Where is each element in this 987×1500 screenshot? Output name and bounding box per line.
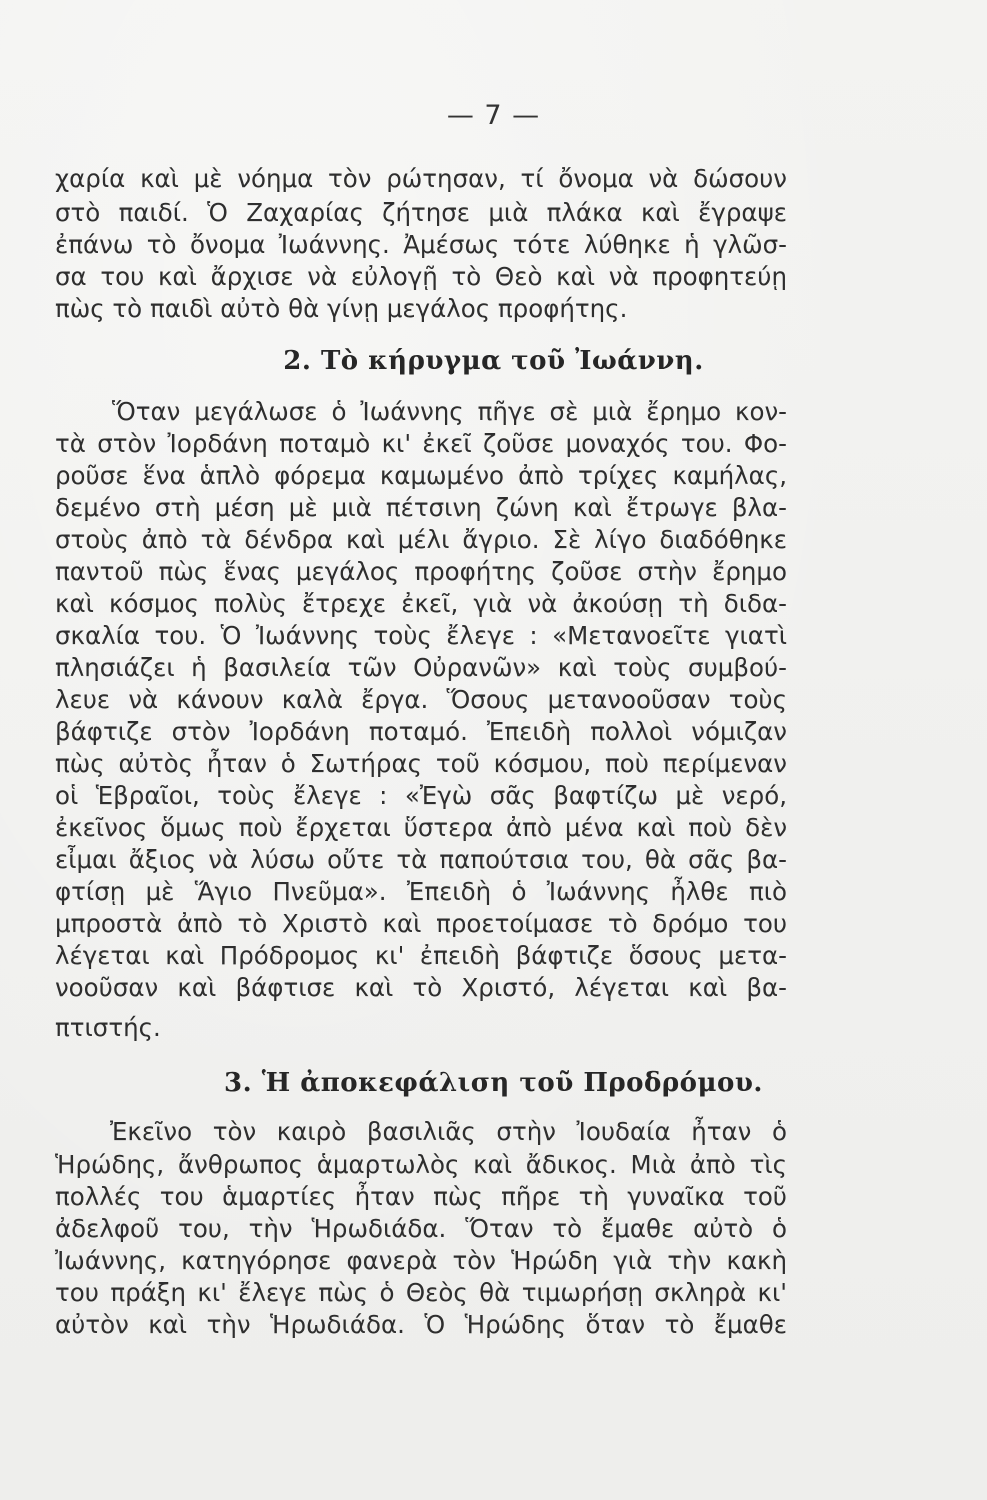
text-line: σκαλία του. Ὁ Ἰωάννης τοὺς ἔλεγε : «Μετανοεῖτε γιατὶ [55, 621, 787, 650]
section-heading: 3. Ἡ ἀποκεφάλιση τοῦ Προδρόμου. [224, 1068, 763, 1098]
text-line: αὐτὸν καὶ τὴν Ἡρωδιάδα. Ὁ Ἡρώδης ὅταν τὸ ἔμαθε [55, 1310, 787, 1339]
text-line: εἶμαι ἄξιος νὰ λύσω οὔτε τὰ παπούτσια του, θὰ σᾶς βα- [55, 845, 787, 874]
text-line: σα του καὶ ἄρχισε νὰ εὐλογῇ τὸ Θεὸ καὶ νὰ προφητεύῃ [55, 262, 787, 291]
text-line: στὸ παιδί. Ὁ Ζαχαρίας ζήτησε μιὰ πλάκα καὶ ἔγραψε [55, 198, 787, 227]
text-line: χαρία καὶ μὲ νόημα τὸν ρώτησαν, τί ὄνομα νὰ δώσουν [55, 164, 787, 193]
text-line: ἐκεῖνος ὅμως ποὺ ἔρχεται ὕστερα ἀπὸ μένα καὶ ποὺ δὲν [55, 813, 787, 842]
text-line: ἐπάνω τὸ ὄνομα Ἰωάννης. Ἀμέσως τότε λύθηκε ἡ γλῶσ- [55, 230, 787, 259]
section-heading: 2. Τὸ κήρυγμα τοῦ Ἰωάννη. [283, 346, 704, 376]
text-line: στοὺς ἀπὸ τὰ δένδρα καὶ μέλι ἄγριο. Σὲ λίγο διαδόθηκε [55, 525, 787, 554]
text-line: πολλές του ἁμαρτίες ἦταν πὼς πῆρε τὴ γυναῖκα τοῦ [55, 1182, 787, 1211]
page-number: — 7 — [446, 100, 541, 131]
text-line: παντοῦ πὼς ἕνας μεγάλος προφήτης ζοῦσε στὴν ἔρημο [55, 557, 787, 586]
text-line: δεμένο στὴ μέση μὲ μιὰ πέτσινη ζώνη καὶ ἔτρωγε βλα- [55, 493, 787, 522]
text-line: ἀδελφοῦ του, τὴν Ἡρωδιάδα. Ὅταν τὸ ἔμαθε αὐτὸ ὁ [55, 1214, 787, 1243]
text-line: Ἐκεῖνο τὸν καιρὸ βασιλιᾶς στὴν Ἰουδαία ἦταν ὁ [110, 1117, 787, 1146]
text-line: πὼς τὸ παιδὶ αὐτὸ θὰ γίνῃ μεγάλος προφήτης. [55, 294, 628, 323]
text-line: Ὅταν μεγάλωσε ὁ Ἰωάννης πῆγε σὲ μιὰ ἔρημο κον- [112, 397, 787, 426]
text-line: πὼς αὐτὸς ἦταν ὁ Σωτήρας τοῦ κόσμου, ποὺ περίμεναν [55, 749, 787, 778]
text-line: νοοῦσαν καὶ βάφτισε καὶ τὸ Χριστό, λέγεται καὶ βα- [55, 973, 787, 1002]
text-line: καὶ κόσμος πολὺς ἔτρεχε ἐκεῖ, γιὰ νὰ ἀκούσῃ τὴ διδα- [55, 589, 787, 618]
text-line: φτίσῃ μὲ Ἅγιο Πνεῦμα». Ἐπειδὴ ὁ Ἰωάννης ἦλθε πιὸ [55, 877, 787, 906]
text-line: Ἰωάννης, κατηγόρησε φανερὰ τὸν Ἡρώδη γιὰ τὴν κακὴ [55, 1246, 787, 1275]
text-line: πτιστής. [55, 1013, 161, 1042]
text-line: Ἡρώδης, ἄνθρωπος ἁμαρτωλὸς καὶ ἄδικος. Μιὰ ἀπὸ τὶς [55, 1150, 787, 1179]
text-line: οἱ Ἑβραῖοι, τοὺς ἔλεγε : «Ἐγὼ σᾶς βαφτίζω μὲ νερό, [55, 781, 787, 810]
text-line: λευε νὰ κάνουν καλὰ ἔργα. Ὅσους μετανοοῦσαν τοὺς [55, 685, 787, 714]
text-line: ροῦσε ἕνα ἁπλὸ φόρεμα καμωμένο ἀπὸ τρίχες καμήλας, [55, 461, 787, 490]
text-line: μπροστὰ ἀπὸ τὸ Χριστὸ καὶ προετοίμασε τὸ δρόμο του [55, 909, 787, 938]
text-line: τὰ στὸν Ἰορδάνη ποταμὸ κι' ἐκεῖ ζοῦσε μοναχός του. Φο- [55, 429, 787, 458]
text-line: βάφτιζε στὸν Ἰορδάνη ποταμό. Ἐπειδὴ πολλοὶ νόμιζαν [55, 717, 787, 746]
text-line: πλησιάζει ἡ βασιλεία τῶν Οὐρανῶν» καὶ τοὺς συμβού- [55, 653, 787, 682]
text-line: λέγεται καὶ Πρόδρομος κι' ἐπειδὴ βάφτιζε ὅσους μετα- [55, 941, 787, 970]
text-line: του πράξη κι' ἔλεγε πὼς ὁ Θεὸς θὰ τιμωρήσῃ σκληρὰ κι' [55, 1278, 787, 1307]
